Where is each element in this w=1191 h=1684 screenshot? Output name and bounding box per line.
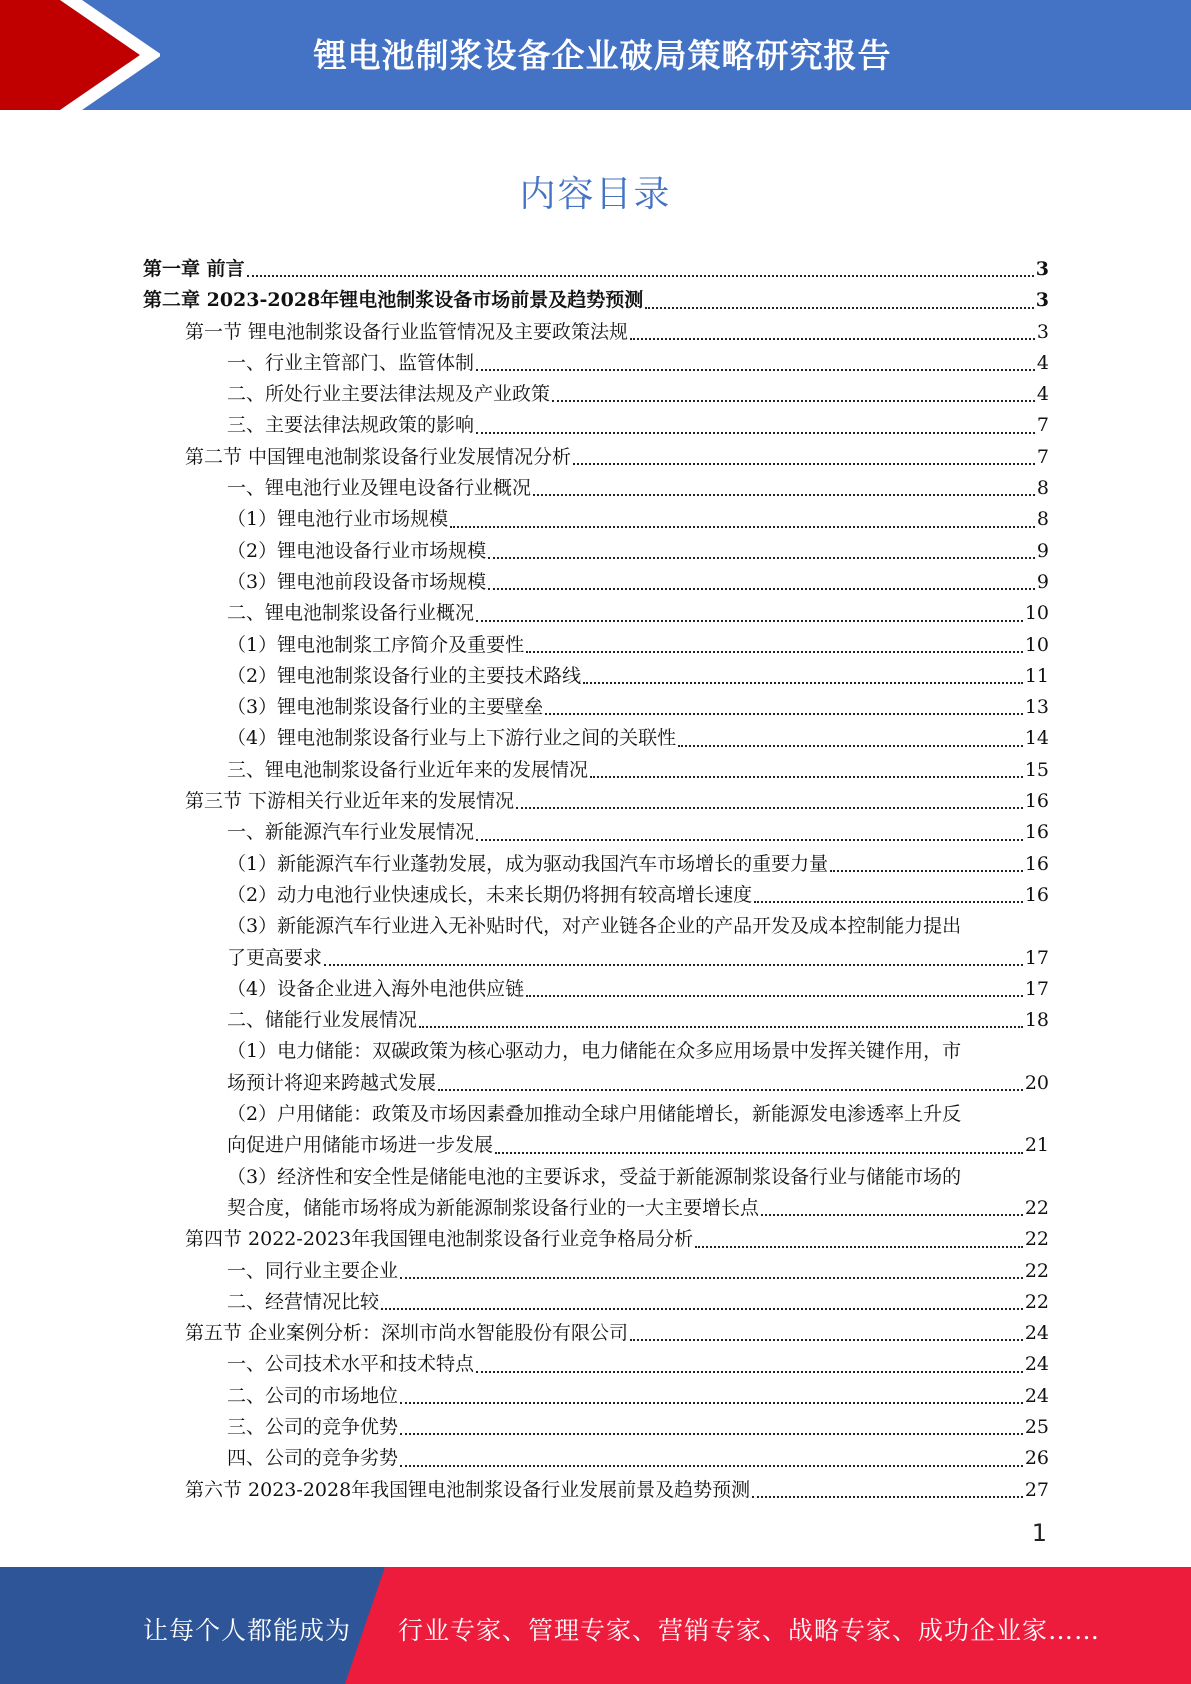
toc-entry[interactable]: [143, 1193, 1049, 1224]
toc-entry[interactable]: [143, 536, 1049, 567]
toc-entry-page: 24: [1024, 1353, 1049, 1376]
toc-heading: 内容目录: [519, 174, 672, 215]
toc-entry-page: 13: [1024, 696, 1049, 719]
toc-entry-title: 第一章 前言: [143, 258, 245, 280]
toc-entry[interactable]: [143, 817, 1049, 848]
toc-dot-leader: [438, 1089, 1023, 1091]
toc-entry-title: （2）锂电池设备行业市场规模: [227, 539, 487, 562]
toc-entry-title: 第五节 企业案例分析：深圳市尚水智能股份有限公司: [185, 1322, 629, 1345]
toc-entry[interactable]: [143, 974, 1049, 1005]
toc-entry-title: 一、新能源汽车行业发展情况: [227, 821, 475, 844]
toc-entry[interactable]: [143, 755, 1049, 786]
toc-dot-leader: [552, 400, 1035, 402]
toc-entry-title: 二、经营情况比较: [227, 1290, 380, 1313]
toc-entry-page: 27: [1024, 1478, 1049, 1501]
toc-entry-page: 3: [1036, 320, 1049, 343]
toc-entry-title: （2）动力电池行业快速成长，未来长期仍将拥有较高增长速度: [227, 883, 753, 906]
toc-entry-wrapped-line[interactable]: （3）新能源汽车行业进入无补贴时代，对产业链各企业的产品开发及成本控制能力提出: [227, 915, 962, 938]
toc-entry-title: 第六节 2023-2028年我国锂电池制浆设备行业发展前景及趋势预测: [185, 1478, 751, 1501]
report-title: 锂电池制浆设备企业破局策略研究报告: [313, 36, 892, 75]
toc-entry[interactable]: [143, 1412, 1049, 1443]
toc-entry-page: 21: [1024, 1134, 1049, 1157]
toc-entry[interactable]: [143, 567, 1049, 598]
toc-entry-title: 契合度，储能市场将成为新能源制浆设备行业的一大主要增长点: [227, 1196, 760, 1219]
toc-entry[interactable]: [143, 1068, 1049, 1099]
toc-entry[interactable]: [143, 1318, 1049, 1349]
toc-dot-leader: [381, 1308, 1023, 1310]
toc-entry-page: 10: [1024, 602, 1049, 625]
toc-entry-title: 一、同行业主要企业: [227, 1259, 399, 1282]
toc-entry[interactable]: [143, 1475, 1049, 1506]
toc-dot-leader: [583, 682, 1023, 684]
toc-entry-title: （4）锂电池制浆设备行业与上下游行业之间的关联性: [227, 727, 677, 750]
toc-entry[interactable]: [143, 598, 1049, 629]
page-number: 1: [1031, 1519, 1047, 1547]
toc-entry-title: 第四节 2022-2023年我国锂电池制浆设备行业竞争格局分析: [185, 1228, 694, 1251]
toc-entry-wrapped-line[interactable]: （1）电力储能：双碳政策为核心驱动力，电力储能在众多应用场景中发挥关键作用，市: [227, 1040, 962, 1063]
toc-dot-leader: [400, 1465, 1023, 1467]
toc-entry-title: （3）锂电池前段设备市场规模: [227, 570, 487, 593]
toc-entry-title: 二、锂电池制浆设备行业概况: [227, 602, 475, 625]
toc-entry-page: 18: [1024, 1009, 1049, 1032]
toc-entry-page: 24: [1024, 1322, 1049, 1345]
toc-dot-leader: [516, 807, 1023, 809]
toc-entry-title: 一、行业主管部门、监管体制: [227, 351, 475, 374]
toc-entry[interactable]: [143, 285, 1049, 316]
toc-entry-title: 场预计将迎来跨越式发展: [227, 1071, 437, 1094]
toc-entry-page: 16: [1024, 790, 1049, 813]
toc-entry-page: 22: [1024, 1259, 1049, 1282]
toc-entry-page: 16: [1024, 883, 1049, 906]
toc-entry-title: 三、公司的竞争优势: [227, 1415, 399, 1438]
toc-entry-page: 24: [1024, 1384, 1049, 1407]
toc-dot-leader: [450, 526, 1035, 528]
toc-entry-title: （3）锂电池制浆设备行业的主要壁垒: [227, 696, 544, 719]
toc-entry-title: 第二节 中国锂电池制浆设备行业发展情况分析: [185, 445, 572, 468]
toc-entry[interactable]: [143, 379, 1049, 410]
toc-entry[interactable]: [143, 880, 1049, 911]
toc-entry-page: 26: [1024, 1447, 1049, 1470]
toc-dot-leader: [630, 338, 1035, 340]
toc-entry-title: 三、锂电池制浆设备行业近年来的发展情况: [227, 758, 589, 781]
toc-entry-page: 15: [1024, 758, 1049, 781]
toc-dot-leader: [695, 1246, 1023, 1248]
toc-entry-title: 二、储能行业发展情况: [227, 1009, 418, 1032]
toc-entry[interactable]: [143, 723, 1049, 754]
toc-entry-title: 一、公司技术水平和技术特点: [227, 1353, 475, 1376]
toc-entry[interactable]: [143, 661, 1049, 692]
toc-entry[interactable]: [143, 692, 1049, 723]
table-of-contents: [143, 254, 1049, 1506]
toc-entry[interactable]: [143, 849, 1049, 880]
toc-entry-page: 16: [1024, 821, 1049, 844]
toc-entry-page: 4: [1036, 351, 1049, 374]
toc-entry-title: 第一节 锂电池制浆设备行业监管情况及主要政策法规: [185, 320, 629, 343]
toc-entry[interactable]: [143, 348, 1049, 379]
toc-entry-title: （1）锂电池行业市场规模: [227, 508, 449, 531]
toc-dot-leader: [476, 620, 1023, 622]
toc-entry-title: （1）新能源汽车行业蓬勃发展，成为驱动我国汽车市场增长的重要力量: [227, 852, 829, 875]
toc-entry-page: 10: [1024, 633, 1049, 656]
report-header-banner: [0, 0, 1191, 110]
footer-slogan-left: 让每个人都能成为: [143, 1616, 352, 1645]
toc-dot-leader: [545, 713, 1023, 715]
toc-entry-page: 3: [1035, 258, 1049, 280]
toc-entry-title: （4）设备企业进入海外电池供应链: [227, 977, 525, 1000]
footer-banner: [0, 1567, 1191, 1684]
toc-entry-page: 20: [1024, 1071, 1049, 1094]
toc-dot-leader: [761, 1214, 1023, 1216]
toc-entry[interactable]: [143, 1130, 1049, 1161]
toc-dot-leader: [488, 588, 1035, 590]
toc-dot-leader: [678, 745, 1023, 747]
toc-entry[interactable]: [143, 473, 1049, 504]
toc-entry-page: 3: [1035, 289, 1049, 312]
toc-dot-leader: [476, 369, 1035, 371]
toc-entry-page: 9: [1036, 539, 1049, 562]
toc-entry-page: 7: [1036, 445, 1049, 468]
toc-entry-page: 8: [1036, 477, 1049, 500]
toc-entry[interactable]: [143, 317, 1049, 348]
toc-entry-page: 14: [1024, 727, 1049, 750]
toc-entry-title: 第二章 2023-2028年锂电池制浆设备市场前景及趋势预测: [143, 289, 644, 312]
toc-dot-leader: [630, 1339, 1023, 1341]
toc-entry-page: 22: [1024, 1196, 1049, 1219]
toc-entry-page: 17: [1024, 946, 1049, 969]
toc-dot-leader: [526, 995, 1023, 997]
toc-entry-title: （2）锂电池制浆设备行业的主要技术路线: [227, 664, 582, 687]
toc-entry-page: 16: [1024, 852, 1049, 875]
toc-entry-title: 三、主要法律法规政策的影响: [227, 414, 475, 437]
toc-entry[interactable]: [143, 1224, 1049, 1255]
toc-dot-leader: [488, 557, 1035, 559]
toc-dot-leader: [476, 432, 1035, 434]
toc-entry[interactable]: [143, 504, 1049, 535]
toc-entry-title: 一、锂电池行业及锂电设备行业概况: [227, 477, 532, 500]
toc-entry[interactable]: [143, 786, 1049, 817]
toc-dot-leader: [645, 307, 1034, 309]
toc-entry[interactable]: [143, 1256, 1049, 1287]
toc-entry-title: （1）锂电池制浆工序简介及重要性: [227, 633, 525, 656]
toc-entry-page: 11: [1024, 664, 1049, 687]
toc-entry[interactable]: [143, 410, 1049, 441]
toc-dot-leader: [476, 839, 1023, 841]
toc-entry-page: 8: [1036, 508, 1049, 531]
toc-entry[interactable]: [143, 1443, 1049, 1474]
toc-entry-page: 4: [1036, 383, 1049, 406]
toc-entry[interactable]: [143, 1005, 1049, 1036]
toc-entry[interactable]: [143, 254, 1049, 285]
toc-entry-wrapped-line[interactable]: （3）经济性和安全性是储能电池的主要诉求，受益于新能源制浆设备行业与储能市场的: [227, 1165, 962, 1188]
toc-entry-page: 25: [1024, 1415, 1049, 1438]
toc-entry[interactable]: [143, 943, 1049, 974]
toc-entry-page: 17: [1024, 977, 1049, 1000]
toc-entry-title: 第三节 下游相关行业近年来的发展情况: [185, 790, 515, 813]
toc-dot-leader: [590, 776, 1023, 778]
toc-entry-title: 二、公司的市场地位: [227, 1384, 399, 1407]
toc-entry-page: 22: [1024, 1228, 1049, 1251]
toc-entry-page: 22: [1024, 1290, 1049, 1313]
toc-entry-page: 9: [1036, 570, 1049, 593]
toc-entry-title: 了更高要求: [227, 946, 323, 969]
toc-entry-title: 四、公司的竞争劣势: [227, 1447, 399, 1470]
toc-dot-leader: [400, 1433, 1023, 1435]
toc-entry[interactable]: [143, 1381, 1049, 1412]
toc-entry-title: 二、所处行业主要法律法规及产业政策: [227, 383, 551, 406]
footer-slogan-right: 行业专家、管理专家、营销专家、战略专家、成功企业家……: [398, 1616, 1101, 1645]
toc-dot-leader: [533, 494, 1035, 496]
toc-dot-leader: [526, 651, 1023, 653]
toc-dot-leader: [573, 463, 1035, 465]
toc-dot-leader: [419, 1026, 1023, 1028]
toc-dot-leader: [324, 964, 1023, 966]
toc-entry[interactable]: [143, 630, 1049, 661]
toc-entry[interactable]: [143, 1349, 1049, 1380]
toc-dot-leader: [247, 275, 1034, 277]
toc-entry-page: 7: [1036, 414, 1049, 437]
toc-entry[interactable]: [143, 1287, 1049, 1318]
toc-dot-leader: [495, 1152, 1023, 1154]
toc-dot-leader: [400, 1402, 1023, 1404]
toc-dot-leader: [754, 901, 1023, 903]
toc-entry[interactable]: [143, 442, 1049, 473]
toc-dot-leader: [752, 1496, 1023, 1498]
toc-entry-title: 向促进户用储能市场进一步发展: [227, 1134, 494, 1157]
toc-dot-leader: [476, 1371, 1023, 1373]
toc-dot-leader: [400, 1277, 1023, 1279]
toc-dot-leader: [830, 870, 1023, 872]
toc-entry-wrapped-line[interactable]: （2）户用储能：政策及市场因素叠加推动全球户用储能增长，新能源发电渗透率上升反: [227, 1103, 962, 1126]
